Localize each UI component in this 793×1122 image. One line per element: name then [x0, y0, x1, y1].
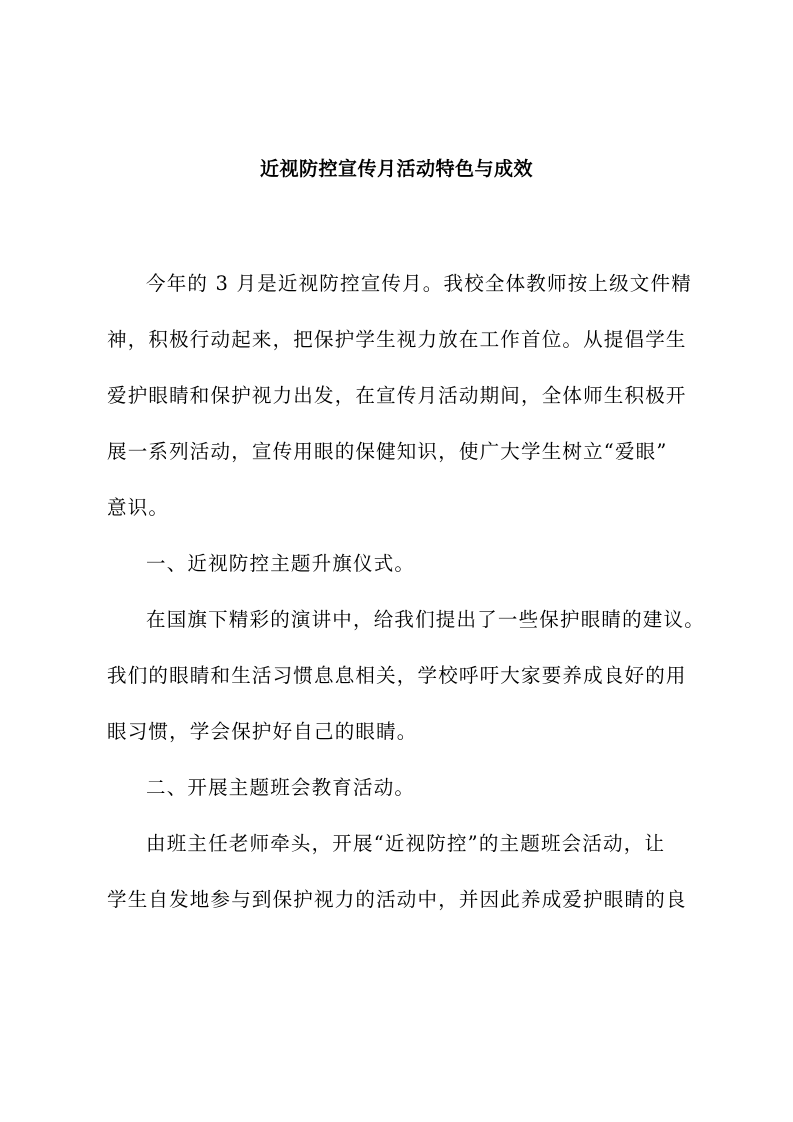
paragraph-line: 展一系列活动，宣传用眼的保健知识，使广大学生树立“爱眼” — [107, 440, 668, 463]
paragraph-line: 今年的 3 月是近视防控宣传月。我校全体教师按上级文件精 — [146, 272, 692, 295]
paragraph-line: 学生自发地参与到保护视力的活动中，并因此养成爱护眼睛的良 — [107, 888, 687, 911]
paragraph-line: 神，积极行动起来，把保护学生视力放在工作首位。从提倡学生 — [107, 328, 687, 351]
paragraph-line: 爱护眼睛和保护视力出发，在宣传月活动期间，全体师生积极开 — [107, 384, 687, 407]
document-title: 近视防控宣传月活动特色与成效 — [259, 158, 533, 180]
paragraph-line: 在国旗下精彩的演讲中，给我们提出了一些保护眼睛的建议。 — [146, 608, 705, 631]
paragraph-line: 意识。 — [107, 496, 170, 519]
paragraph-line: 由班主任老师牵头，开展“近视防控”的主题班会活动，让 — [146, 832, 666, 855]
section-heading: 二、开展主题班会教育活动。 — [146, 776, 416, 799]
paragraph-line: 眼习惯，学会保护好自己的眼睛。 — [107, 720, 418, 743]
section-heading: 一、近视防控主题升旗仪式。 — [146, 552, 416, 575]
paragraph-line: 我们的眼睛和生活习惯息息相关，学校呼吁大家要养成良好的用 — [107, 664, 687, 687]
